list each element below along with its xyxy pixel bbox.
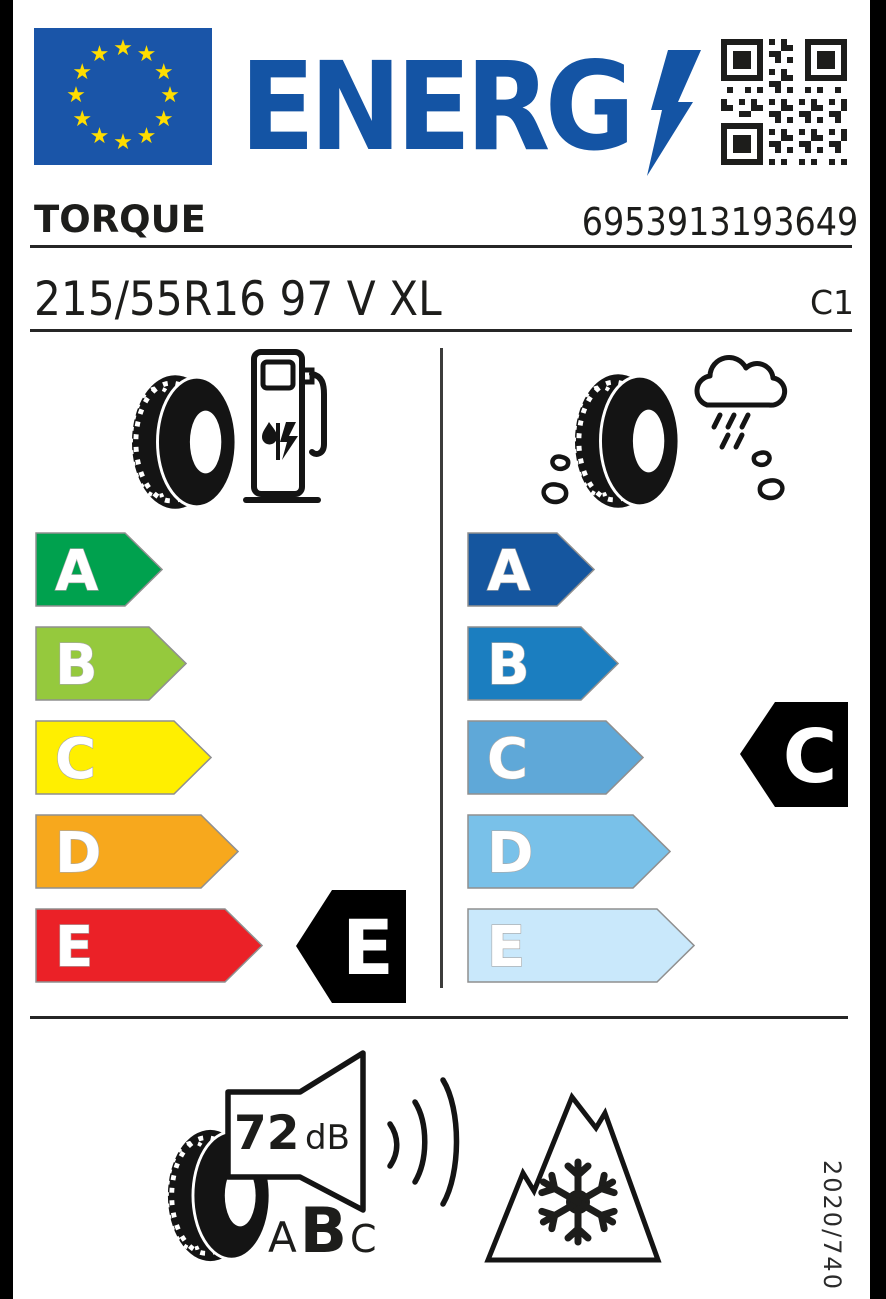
noise-class-c: C xyxy=(350,1217,377,1261)
fuel-efficiency-scale xyxy=(35,532,263,983)
fuel-class-arrow-c xyxy=(35,720,212,795)
svg-text:C: C xyxy=(487,727,529,792)
left-border xyxy=(0,0,13,1299)
divider xyxy=(30,245,852,248)
eu-star-icon: ★ xyxy=(160,83,180,108)
eu-star-icon: ★ xyxy=(72,106,93,132)
wet-class-arrow-e xyxy=(467,908,695,983)
wet-grip-rating-letter: C xyxy=(782,714,838,800)
eu-star-icon: ★ xyxy=(66,83,86,108)
eu-star-icon: ★ xyxy=(89,42,110,68)
eu-star-icon: ★ xyxy=(72,59,93,85)
fuel-class-arrow-a xyxy=(35,532,163,607)
right-border xyxy=(870,0,886,1299)
fuel-efficiency-rating-indicator xyxy=(296,890,406,1003)
eu-star-icon: ★ xyxy=(136,42,157,68)
eu-star-icon: ★ xyxy=(153,106,174,132)
fuel-class-arrow-d xyxy=(35,814,239,889)
noise-class-letters xyxy=(268,1194,377,1267)
svg-text:C: C xyxy=(55,727,97,792)
noise-class-a: A xyxy=(268,1213,297,1262)
svg-text:E: E xyxy=(487,915,526,980)
fuel-efficiency-icon xyxy=(128,348,333,518)
tire-class: C1 xyxy=(809,283,854,322)
snow-grip-icon xyxy=(483,1090,663,1265)
supplier-name: TORQUE xyxy=(34,198,206,241)
wet-grip-rating-indicator xyxy=(740,702,848,807)
wet-class-arrow-a xyxy=(467,532,595,607)
center-divider xyxy=(440,348,443,988)
eu-star-icon: ★ xyxy=(153,59,174,85)
svg-text:D: D xyxy=(55,821,102,886)
svg-text:B: B xyxy=(55,633,98,698)
noise-db-unit: dB xyxy=(305,1118,350,1158)
svg-text:A: A xyxy=(55,539,99,604)
wet-grip-icon xyxy=(540,345,795,520)
noise-class-b-rated: B xyxy=(299,1194,347,1267)
wet-class-arrow-b xyxy=(467,626,619,701)
eu-flag xyxy=(34,28,212,165)
eu-star-icon: ★ xyxy=(113,36,133,61)
eu-star-icon: ★ xyxy=(89,123,110,149)
svg-text:E: E xyxy=(55,915,94,980)
fuel-class-arrow-e xyxy=(35,908,263,983)
noise-db-value: 72 xyxy=(234,1106,300,1161)
lightning-bolt-icon xyxy=(647,50,701,176)
qr-code xyxy=(716,34,852,170)
fuel-class-arrow-b xyxy=(35,626,187,701)
wet-class-arrow-d xyxy=(467,814,671,889)
tire-size-designation: 215/55R16 97 V XL xyxy=(34,272,442,327)
divider xyxy=(30,1016,848,1019)
regulation-number: 2020/740 xyxy=(818,1160,846,1291)
svg-text:B: B xyxy=(487,633,530,698)
fuel-efficiency-rating-letter: E xyxy=(342,903,394,992)
divider xyxy=(30,329,852,332)
wet-grip-scale xyxy=(467,532,695,983)
svg-text:D: D xyxy=(487,821,534,886)
wet-class-arrow-c xyxy=(467,720,644,795)
eu-star-icon: ★ xyxy=(113,130,133,155)
svg-text:A: A xyxy=(487,539,531,604)
energ-logo-text: ENERG xyxy=(240,36,630,178)
eu-star-icon: ★ xyxy=(136,123,157,149)
product-identifier: 6953913193649 xyxy=(581,200,858,244)
